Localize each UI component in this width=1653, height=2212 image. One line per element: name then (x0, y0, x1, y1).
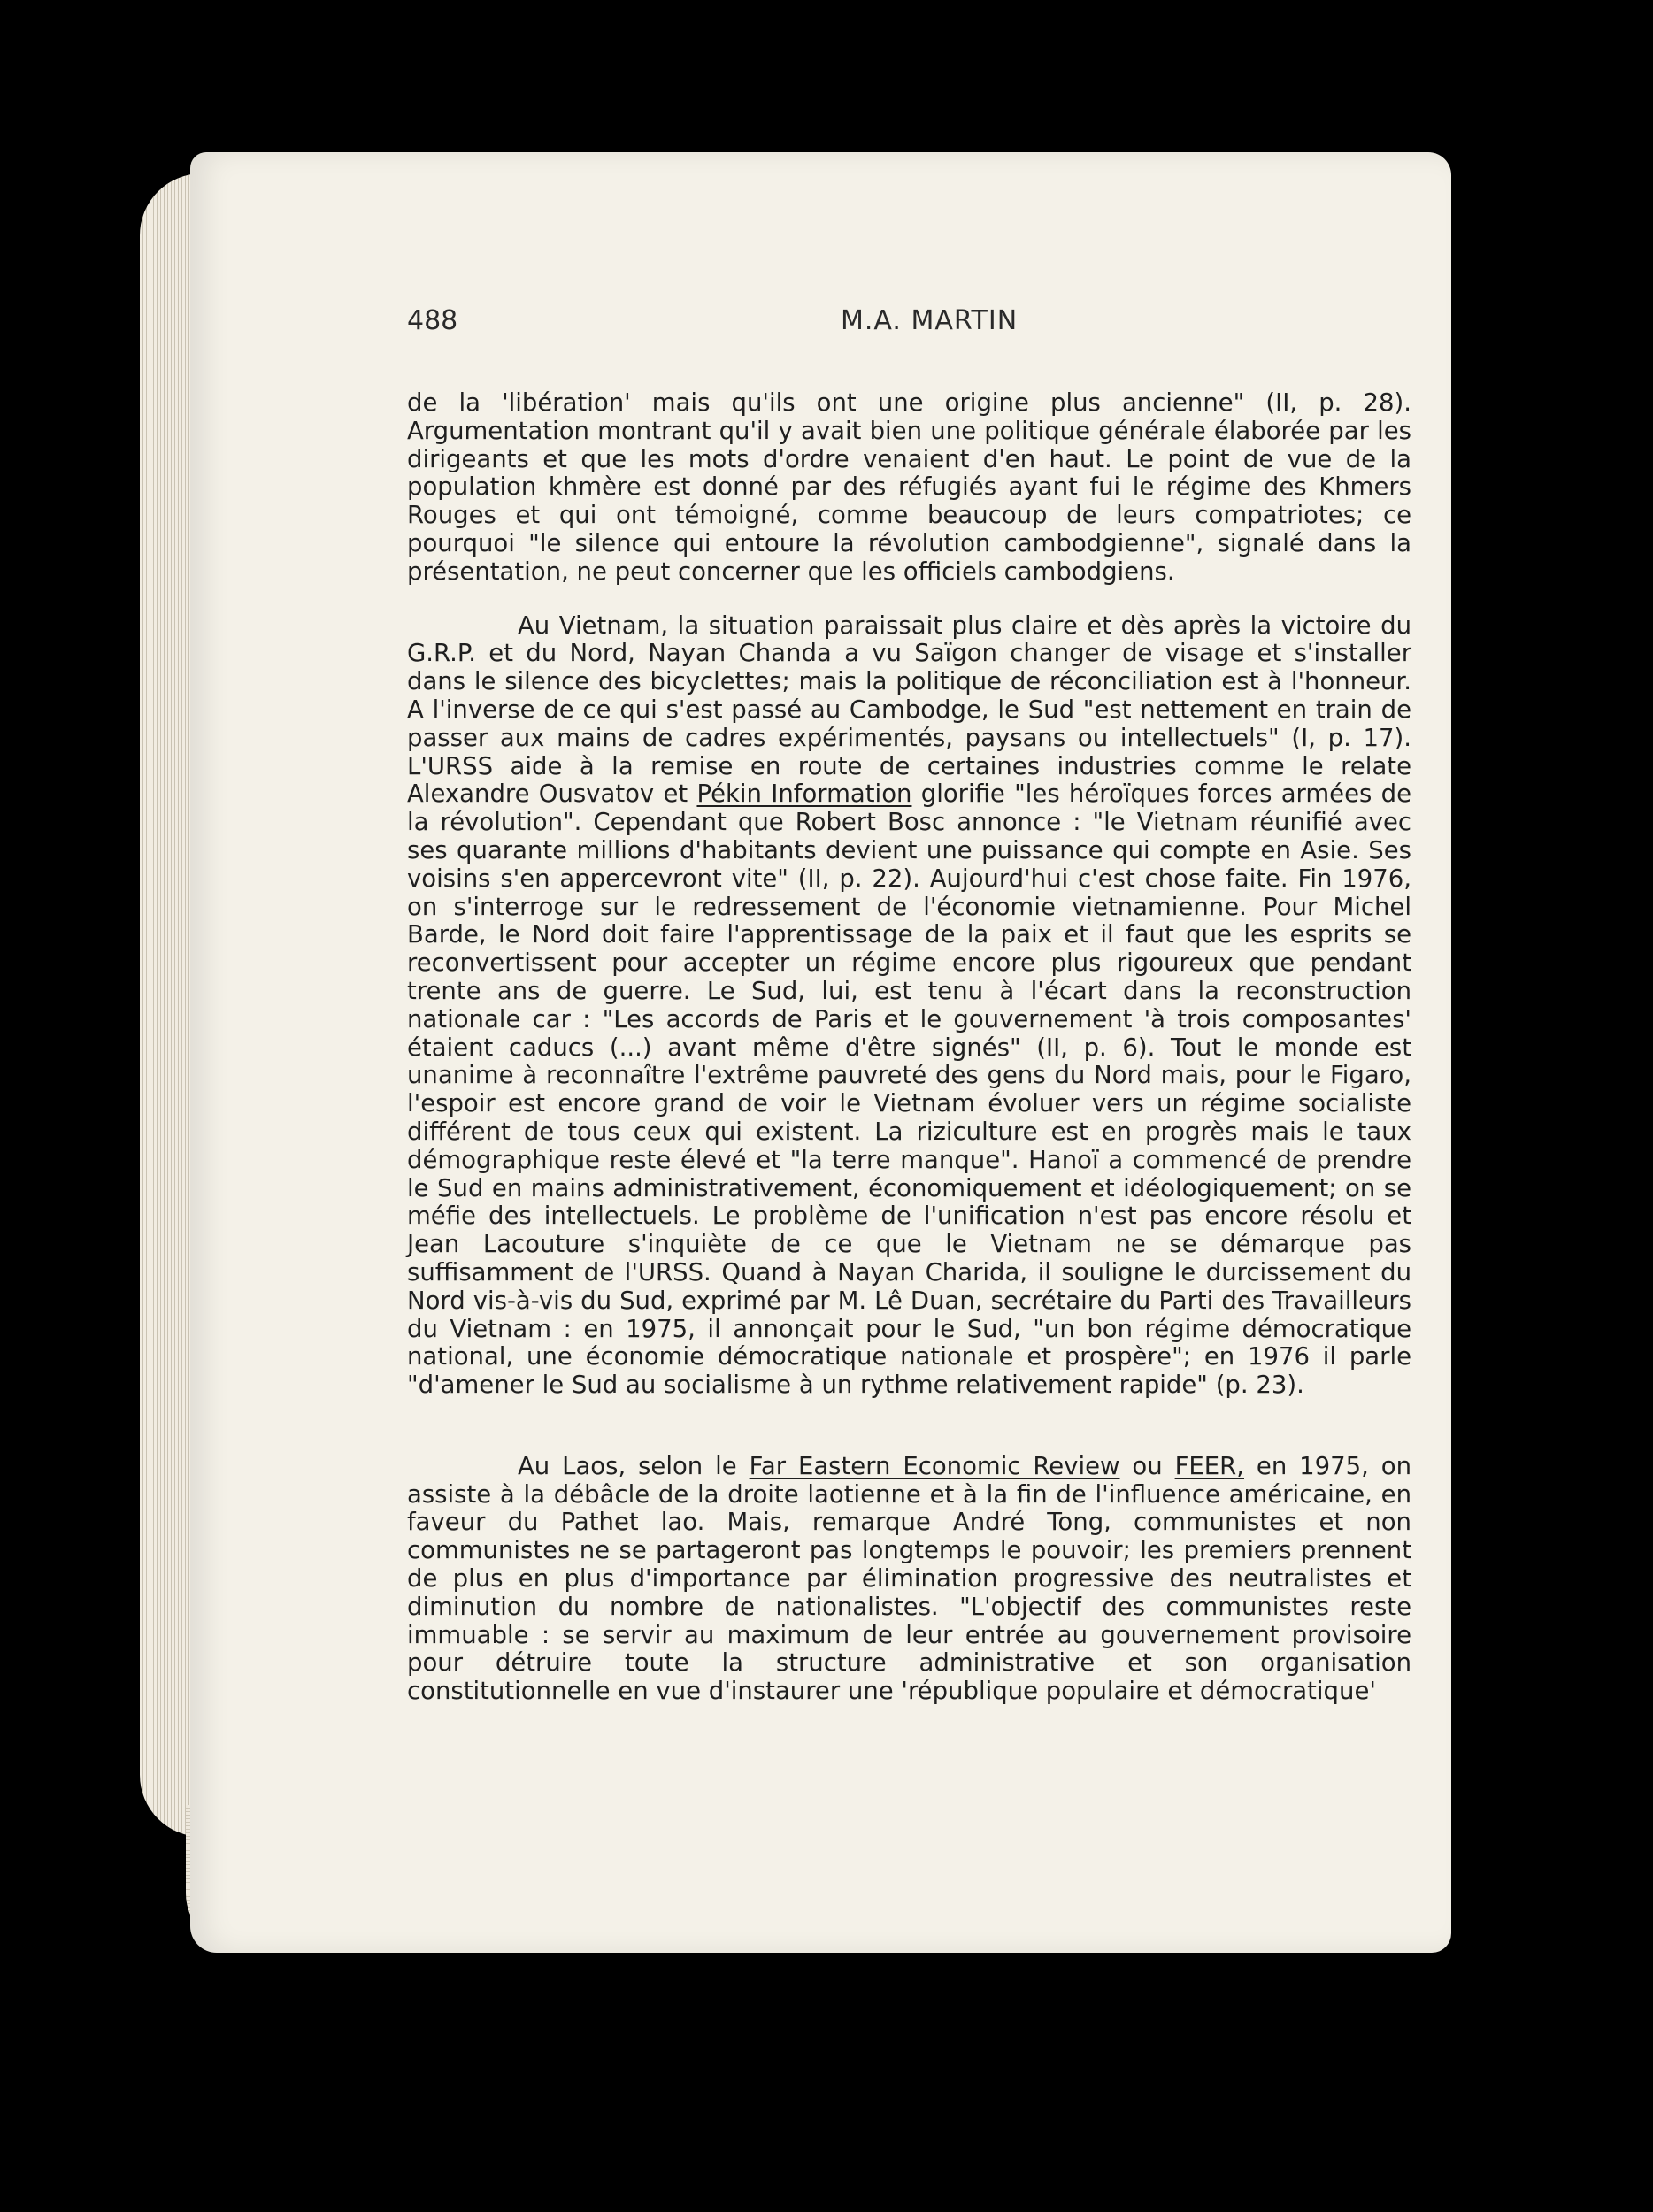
paragraph-3-ou: ou (1132, 1451, 1163, 1480)
running-head-author: M.A. MARTIN (841, 305, 1019, 336)
paragraph-2-part-1: Au Vietnam, la situation paraissait plus claire et dès après la victoire du G.R.P. et du Nord, Nayan Chanda a vu Saïgon changer de visage et s'installer dans le silence des bicyclettes; mais la politique de réconciliation est à l'honneur. A l'inverse de ce qui s'est passé au Cambodge, le Sud "est nettement en train de passer aux mains de cadres expérimentés, paysans ou intellectuels" (I, p. 17). L'URSS aide à la remise en route de certaines industries comme le relate Alexandre Ousvatov et (407, 611, 1411, 809)
paragraph-3-part-2: en 1975, on assiste à la débâcle de la droite laotienne et à la fin de l'influence américaine, en faveur du Pathet lao. Mais, remarque André Tong, communistes et non communistes ne se partageront pas longtemps le pouvoir; les premiers prennent de plus en plus d'importance par élimination progressive des neutralistes et diminution du nombre de nationalistes. "L'objectif des communistes reste immuable : se servir au maximum de leur entrée au gouvernement provisoire pour détruire toute la structure administrative et son organisation constitutionnelle en vue d'instaurer une 'république populaire et démocratique' (407, 1451, 1412, 1706)
running-head (407, 305, 1425, 341)
body-text (407, 389, 1411, 1706)
title-feer: FEER, (1174, 1451, 1244, 1480)
paragraph-3 (407, 1453, 1411, 1706)
page-number: 488 (407, 305, 458, 336)
paragraph-1: de la 'libération' mais qu'ils ont une origine plus ancienne" (II, p. 28). Argumentation montrant qu'il y avait bien une politique générale élaborée par les dirigeants et que les mots d'ordre venaient d'en haut. Le point de vue de la population khmère est donné par des réfugiés ayant fui le régime des Khmers Rouges et qui ont témoigné, comme beaucoup de leurs compatriotes; ce pourquoi "le silence qui entoure la révolution cambodgienne", signalé dans la présentation, ne peut concerner que les officiels cambodgiens. (407, 388, 1411, 586)
title-far-eastern-economic-review: Far Eastern Economic Review (749, 1451, 1120, 1480)
paragraph-2-part-2: glorifie "les héroïques forces armées de la révolution". Cependant que Robert Bosc annonce : "le Vietnam réunifié avec ses quarante millions d'habitants devient une puissance qui compte en Asie. Ses voisins s'en appercevront vite" (II, p. 22). Aujourd'hui c'est chose faite. Fin 1976, on s'interroge sur le redressement de l'économie vietnamienne. Pour Michel Barde, le Nord doit faire l'apprentissage de la paix et il faut que les esprits se reconvertissent pour accepter un régime encore plus rigoureux que pendant trente ans de guerre. Le Sud, lui, est tenu à l'écart dans la reconstruction nationale car : "Les accords de Paris et le gouvernement 'à trois composantes' étaient caducs (...) avant même d'être signés" (II, p. 6). Tout le monde est unanime à reconnaître l'extrême pauvreté des gens du Nord mais, pour le Figaro, l'espoir est encore grand de voir le Vietnam évoluer vers un régime socialiste différent de tous ceux qui existent. La riziculture est en progrès mais le taux démographique reste élevé et "la terre manque". Hanoï a commencé de prendre le Sud en mains administrativement, économiquement et idéologiquement; on se méfie des intellectuels. Le problème de l'unification n'est pas encore résolu et Jean Lacouture s'inquiète de ce que le Vietnam ne se démarque pas suffisamment de l'URSS. Quand à Nayan Charida, il souligne le durcissement du Nord vis-à-vis du Sud, exprimé par M. Lê Duan, secrétaire du Parti des Travailleurs du Vietnam : en 1975, il annonçait pour le Sud, "un bon régime démocratique national, une économie démocratique nationale et prospère"; en 1976 il parle "d'amener le Sud au socialisme à un rythme relativement rapide" (p. 23). (407, 780, 1411, 1400)
paragraph-3-part-1: Au Laos, selon le (518, 1451, 737, 1480)
title-pekin-information: Pékin Information (696, 780, 912, 809)
paragraph-2 (407, 612, 1411, 1400)
